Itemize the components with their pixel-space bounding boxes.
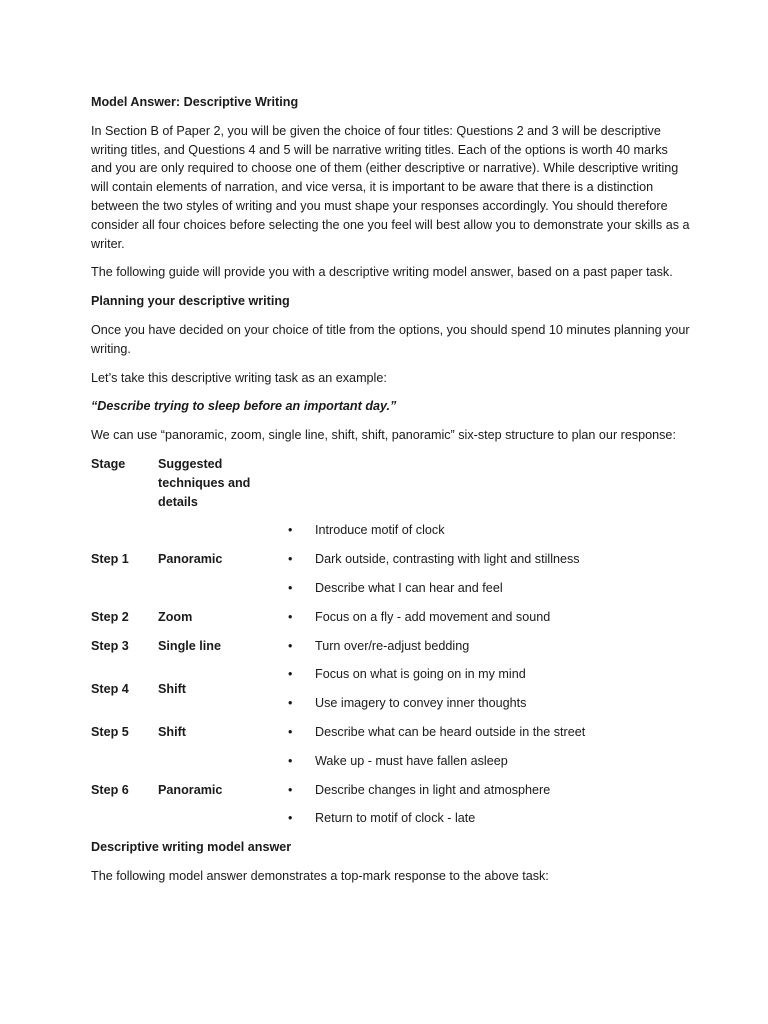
table-rows — [91, 521, 691, 828]
row-technique: Zoom — [158, 609, 193, 624]
row-details — [288, 521, 691, 597]
detail-list — [288, 521, 691, 597]
table-row — [91, 752, 691, 828]
row-technique: Single line — [158, 638, 221, 653]
row-details — [288, 752, 691, 828]
structure-paragraph: We can use “panoramic, zoom, single line, shift, shift, panoramic” six-step structure to plan our response: — [91, 428, 676, 443]
model-heading: Descriptive writing model answer — [91, 840, 292, 855]
task-quote: “Describe trying to sleep before an important day.” — [91, 399, 397, 414]
row-details — [288, 665, 691, 713]
document-page — [91, 93, 691, 896]
planning-heading: Planning your descriptive writing — [91, 294, 290, 309]
intro-paragraph: In Section B of Paper 2, you will be given the choice of four titles: Questions 2 and 3 will be descriptive writing titles, and Questions 4 and 5 will be narrative writing titles. Each of the options is worth 40 marks and you are only required to choose one of them (either descriptive or narrative). While descriptive writing will contain elements of narration, and vice versa, it is important to be aware that there is a distinction between the two styles of writing and you must shape your responses accordingly. You should therefore consider all four choices before selecting the one you feel will best allow you to demonstrate your skills as a writer. — [91, 123, 690, 251]
guide-paragraph: The following guide will provide you with a descriptive writing model answer, based on a past paper task. — [91, 265, 673, 280]
row-stage: Step 6 — [91, 782, 129, 797]
detail-list — [288, 665, 691, 713]
table-row — [91, 723, 691, 742]
table-row — [91, 521, 691, 597]
row-stage: Step 5 — [91, 724, 129, 739]
detail-item: • Focus on a fly - add movement and sound — [288, 608, 691, 627]
row-technique: Panoramic — [158, 552, 223, 567]
row-stage: Step 2 — [91, 609, 129, 624]
detail-item: • Describe changes in light and atmosphere — [288, 781, 691, 800]
row-technique: Shift — [158, 724, 186, 739]
detail-item: • Dark outside, contrasting with light and stillness — [288, 550, 691, 569]
model-paragraph: The following model answer demonstrates a top-mark response to the above task: — [91, 868, 549, 883]
table-row — [91, 665, 691, 713]
row-details — [288, 723, 691, 742]
detail-item: • Wake up - must have fallen asleep — [288, 752, 691, 771]
header-details: Suggested techniques and details — [158, 456, 251, 509]
row-stage: Step 1 — [91, 552, 129, 567]
example-intro: Let’s take this descriptive writing task as an example: — [91, 370, 387, 385]
detail-item: • Use imagery to convey inner thoughts — [288, 694, 691, 713]
stage-table — [91, 455, 691, 828]
document-title: Model Answer: Descriptive Writing — [91, 95, 299, 109]
row-technique: Panoramic — [158, 782, 223, 797]
detail-item: • Turn over/re-adjust bedding — [288, 637, 691, 656]
detail-list — [288, 637, 691, 656]
detail-list — [288, 608, 691, 627]
detail-item: • Describe what I can hear and feel — [288, 579, 691, 598]
detail-item: • Return to motif of clock - late — [288, 809, 691, 828]
detail-item: • Focus on what is going on in my mind — [288, 665, 691, 684]
planning-paragraph: Once you have decided on your choice of title from the options, you should spend 10 minutes planning your writing. — [91, 322, 690, 356]
row-technique: Shift — [158, 681, 186, 696]
header-stage: Stage — [91, 456, 126, 471]
table-row — [91, 608, 691, 627]
row-stage: Step 4 — [91, 681, 129, 696]
table-row — [91, 637, 691, 656]
detail-list — [288, 752, 691, 828]
detail-list — [288, 723, 691, 742]
detail-item: • Introduce motif of clock — [288, 521, 691, 540]
detail-item: • Describe what can be heard outside in the street — [288, 723, 691, 742]
row-stage: Step 3 — [91, 638, 129, 653]
row-details — [288, 637, 691, 656]
row-details — [288, 608, 691, 627]
table-header — [91, 455, 691, 511]
